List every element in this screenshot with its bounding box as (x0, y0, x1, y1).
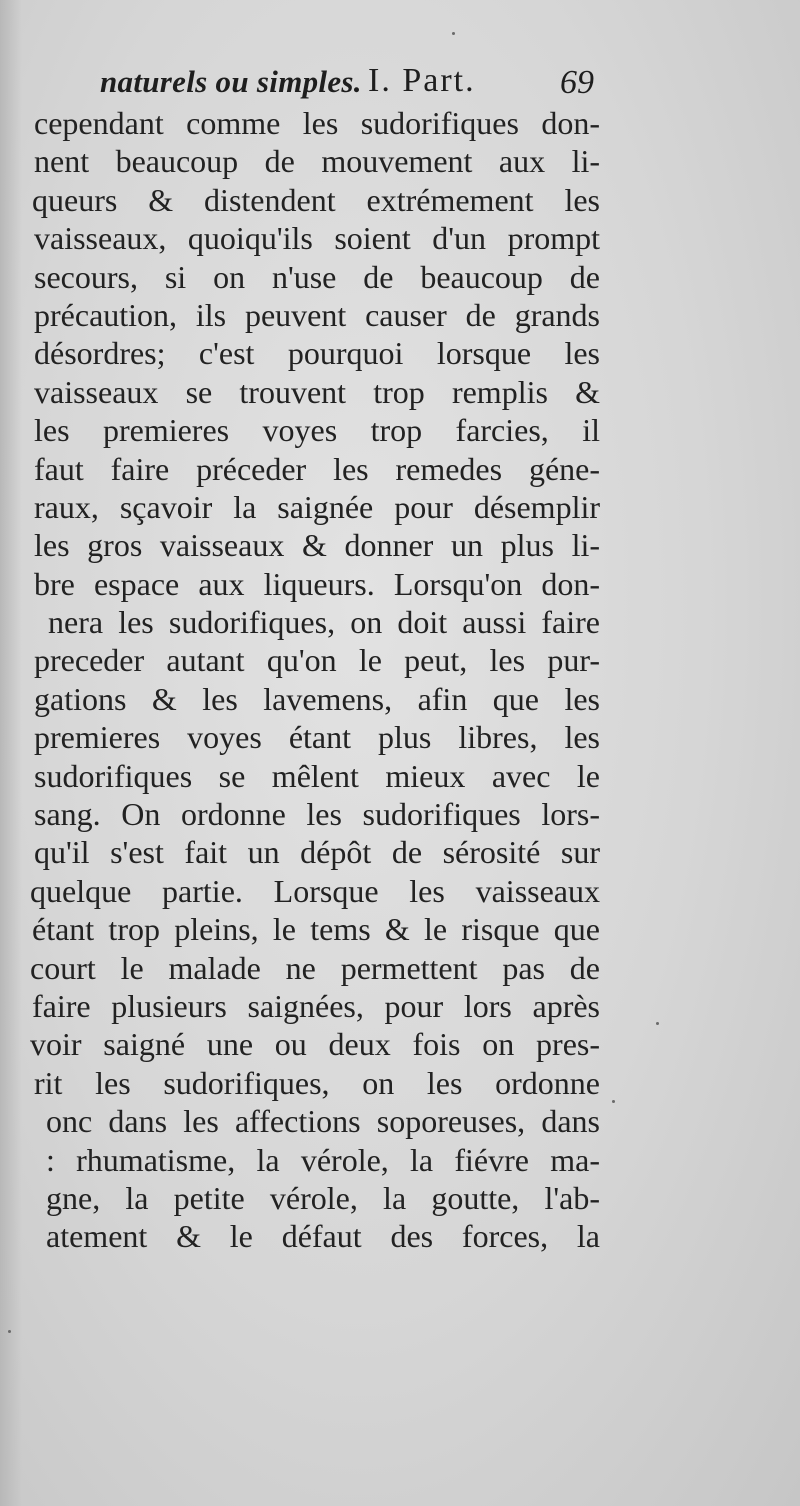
text-line: cependant comme les sudorifiques don- (34, 105, 600, 141)
paper-speck (452, 32, 455, 35)
text-line: court le malade ne permettent pas de (30, 949, 600, 986)
text-line: queurs & distendent extrémement les (32, 181, 600, 218)
text-line: les gros vaisseaux & donner un plus li- (34, 527, 600, 564)
text-line: faire plusieurs saignées, pour lors après (32, 987, 600, 1024)
text-line: onc dans les affections soporeuses, dans (46, 1103, 600, 1140)
page-gutter-shadow (0, 0, 22, 1506)
text-line: : rhumatisme, la vérole, la fiévre ma- (46, 1141, 600, 1178)
text-line: raux, sçavoir la saignée pour désemplir (34, 488, 600, 525)
text-line: vaisseaux, quoiqu'ils soient d'un prompt (34, 220, 600, 257)
body-text (30, 104, 600, 1256)
paper-speck (612, 1100, 615, 1103)
text-line: voir saigné une ou deux fois on pres- (30, 1026, 600, 1063)
text-line: sang. On ordonne les sudorifiques lors- (34, 796, 600, 833)
text-line: sudorifiques se mêlent mieux avec le (34, 757, 600, 794)
text-line: quelque partie. Lorsque les vaisseaux (30, 872, 600, 909)
text-line: bre espace aux liqueurs. Lorsqu'on don- (34, 565, 600, 602)
paper-speck (8, 1330, 11, 1333)
text-line: étant trop pleins, le tems & le risque que (32, 911, 600, 948)
text-line: gations & les lavemens, afin que les (34, 680, 600, 717)
text-line: gne, la petite vérole, la goutte, l'ab- (46, 1179, 600, 1216)
text-line: désordres; c'est pourquoi lorsque les (34, 335, 600, 372)
text-line: preceder autant qu'on le peut, les pur- (34, 642, 600, 679)
text-line: précaution, ils peuvent causer de grands (34, 296, 600, 333)
page-number: 69 (560, 64, 594, 101)
text-line: nera les sudorifiques, on doit aussi faire (48, 604, 600, 641)
text-line: secours, si on n'use de beaucoup de (34, 258, 600, 295)
text-line: rit les sudorifiques, on les ordonne (34, 1064, 600, 1101)
part-label: I. Part. (368, 62, 476, 99)
paper-speck (656, 1022, 659, 1025)
text-line: atement & le défaut des forces, la (46, 1218, 600, 1255)
text-line: premieres voyes étant plus libres, les (34, 719, 600, 756)
text-line: les premieres voyes trop farcies, il (34, 412, 600, 449)
text-line: qu'il s'est fait un dépôt de sérosité sur (34, 834, 600, 871)
text-line: vaisseaux se trouvent trop remplis & (34, 373, 600, 410)
running-title: naturels ou simples. (100, 64, 362, 99)
text-line: nent beaucoup de mouvement aux li- (34, 143, 600, 180)
text-line: faut faire préceder les remedes géne- (34, 450, 600, 487)
